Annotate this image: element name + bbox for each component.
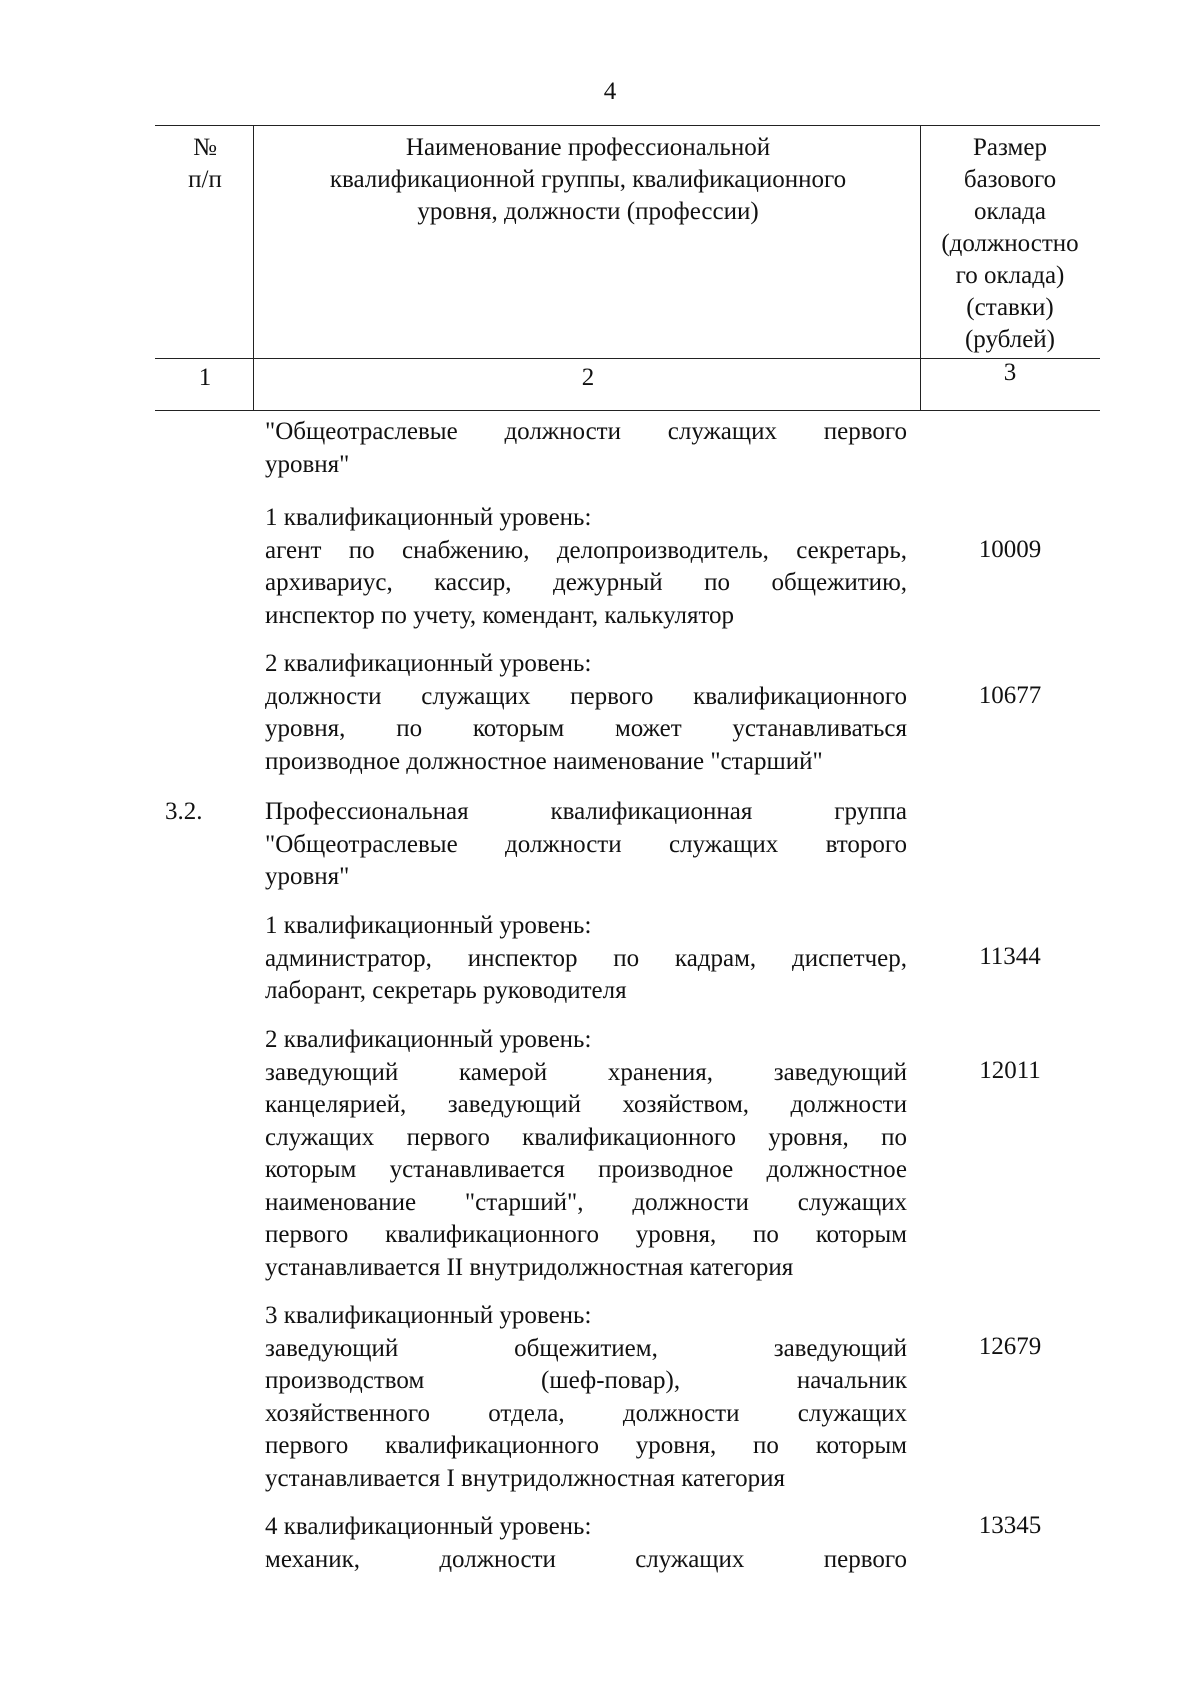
text-line: служащих первого квалификационного уровня, по xyxy=(265,1123,907,1151)
text-line: Профессиональная квалификационная группа xyxy=(265,798,907,825)
text-line: уровня" xyxy=(265,863,350,890)
text-line: "Общеотраслевые должности служащих первого xyxy=(265,418,907,445)
page-number: 4 xyxy=(603,78,617,105)
salary-amount: 10009 xyxy=(978,536,1042,563)
text-line: канцелярией, заведующий хозяйством, должности xyxy=(265,1091,907,1118)
text-line: инспектор по учету, комендант, калькулятор xyxy=(265,601,735,629)
text-line: администратор, инспектор по кадрам, диспетчер, xyxy=(265,944,907,972)
row-number: 3.2. xyxy=(165,798,203,825)
table-numbers-rule xyxy=(155,410,1100,411)
text-line: заведующий камерой хранения, заведующий xyxy=(265,1058,907,1086)
header-col-salary xyxy=(925,132,1095,356)
column-divider-2 xyxy=(920,125,921,410)
text-line: должности служащих первого квалификационного xyxy=(265,682,907,710)
level-heading: 4 квалификационный уровень: xyxy=(265,1513,592,1540)
column-number-3: 3 xyxy=(1003,359,1017,386)
level-heading: 2 квалификационный уровень: xyxy=(265,1026,592,1053)
level-heading: 3 квалификационный уровень: xyxy=(265,1302,592,1329)
header-col-number-line: п/п xyxy=(188,166,222,193)
salary-amount: 12679 xyxy=(978,1333,1042,1360)
table-row-text xyxy=(265,1024,907,1284)
salary-amount: 10677 xyxy=(978,682,1042,709)
column-number-1: 1 xyxy=(198,364,212,391)
header-col-salary-line: (ставки) xyxy=(966,294,1054,321)
header-col-salary-line: оклада xyxy=(973,198,1047,225)
level-heading: 1 квалификационный уровень: xyxy=(265,504,592,531)
header-col-name-line: квалификационной группы, квалификационного xyxy=(329,166,847,193)
text-line: хозяйственного отдела, должности служащих xyxy=(265,1399,907,1427)
header-col-salary-line: (должностно xyxy=(941,230,1079,257)
text-line: которым устанавливается производное должностное xyxy=(265,1156,907,1183)
text-line: механик, должности служащих первого xyxy=(265,1545,907,1573)
text-line: устанавливается I внутридолжностная категория xyxy=(265,1464,785,1492)
header-col-number-line: № xyxy=(193,134,217,161)
text-line: наименование "старший", должности служащих xyxy=(265,1188,907,1216)
text-line: первого квалификационного уровня, по которым xyxy=(265,1221,907,1248)
header-col-salary-line: го оклада) xyxy=(955,262,1065,289)
header-col-salary-line: базового xyxy=(963,166,1057,193)
header-col-salary-line: (рублей) xyxy=(964,326,1056,353)
table-row-text xyxy=(265,910,907,1008)
column-number-2: 2 xyxy=(581,364,595,391)
table-row-text xyxy=(265,796,907,894)
text-line: архивариус, кассир, дежурный по общежитию, xyxy=(265,569,907,596)
header-col-number xyxy=(160,132,250,196)
text-line: заведующий общежитием, заведующий xyxy=(265,1334,907,1362)
salary-amount: 13345 xyxy=(978,1512,1042,1539)
text-line: агент по снабжению, делопроизводитель, секретарь, xyxy=(265,536,907,564)
table-row-text xyxy=(265,416,907,481)
text-line: уровня" xyxy=(265,450,350,478)
column-divider-1 xyxy=(253,125,254,410)
text-line: первого квалификационного уровня, по которым xyxy=(265,1432,907,1459)
text-line: устанавливается II внутридолжностная категория xyxy=(265,1253,794,1281)
text-line: уровня, по которым может устанавливаться xyxy=(265,715,907,742)
table-row-text xyxy=(265,502,907,632)
table-row-text xyxy=(265,1511,907,1576)
table-row-text xyxy=(265,648,907,778)
salary-amount: 12011 xyxy=(979,1057,1041,1084)
level-heading: 2 квалификационный уровень: xyxy=(265,650,592,677)
level-heading: 1 квалификационный уровень: xyxy=(265,912,592,939)
table-row-text xyxy=(265,1300,907,1495)
text-line: производное должностное наименование "старший" xyxy=(265,747,823,775)
text-line: лаборант, секретарь руководителя xyxy=(265,977,627,1004)
header-col-name-line: Наименование профессиональной xyxy=(405,134,771,161)
salary-amount: 11344 xyxy=(979,943,1041,970)
header-col-salary-line: Размер xyxy=(973,134,1047,161)
text-line: производством (шеф-повар), начальник xyxy=(265,1367,907,1394)
table-top-rule xyxy=(155,125,1100,126)
header-col-name-line: уровня, должности (профессии) xyxy=(417,198,759,225)
text-line: "Общеотраслевые должности служащих второго xyxy=(265,830,907,858)
header-col-name xyxy=(258,132,918,228)
